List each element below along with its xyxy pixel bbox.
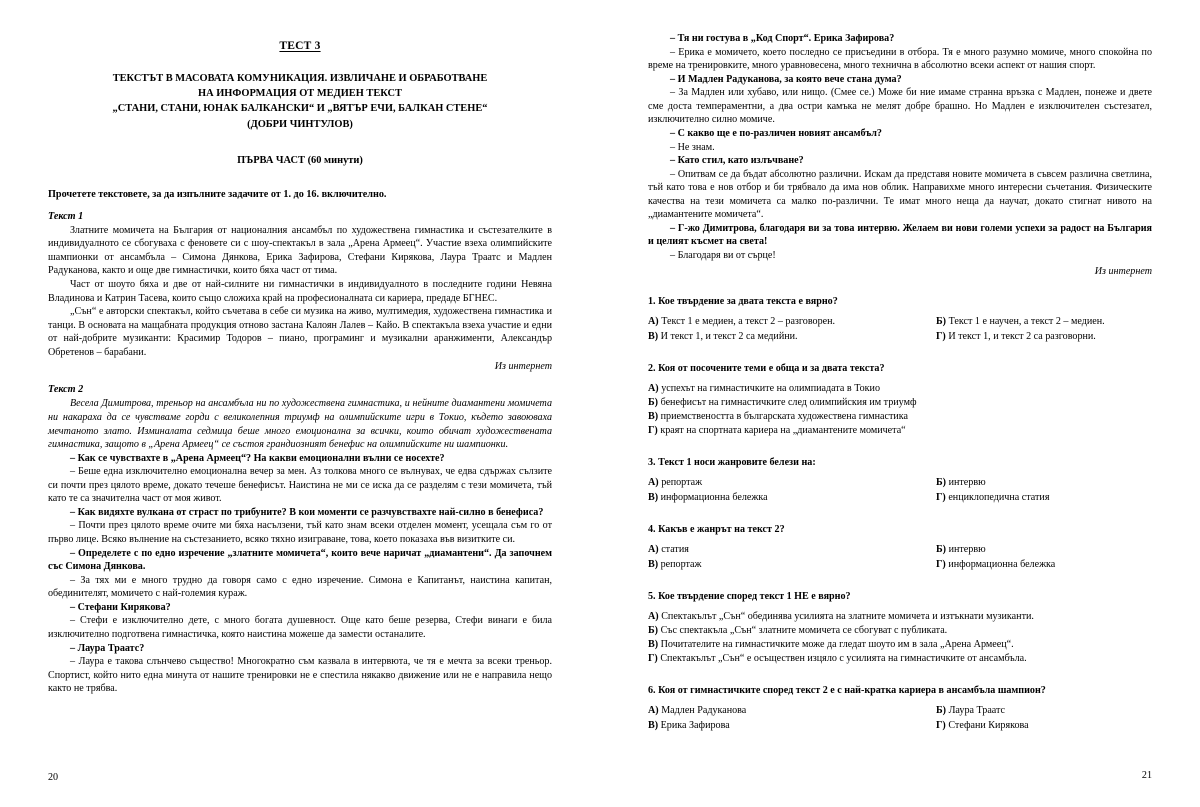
document-title-line-1: ТЕКСТЪТ В МАСОВАТА КОМУНИКАЦИЯ. ИЗВЛИЧАНЕ И ОБРАБОТВАНЕ <box>112 73 488 84</box>
option-b[interactable] <box>648 624 1152 638</box>
option-a[interactable] <box>648 382 1152 396</box>
question-item <box>648 456 1152 505</box>
option-letter: Г) <box>648 424 658 436</box>
option-text: интервю <box>948 477 986 489</box>
options-group <box>648 315 1152 344</box>
interview-answer: – Беше една изключително емоционална вечер за мен. Аз толкова много се вълнувах, че едва сдържах сълзите си почти през цялото време, докато течеше бенефисът. Наистина не ми се иска да се разделям с тези момичета, тъй като те са значителна част от моя живот. <box>48 466 552 505</box>
option-b[interactable] <box>936 315 1152 329</box>
option-letter: А) <box>648 316 659 328</box>
part-heading: ПЪРВА ЧАСТ (60 минути) <box>237 154 363 166</box>
option-text: Лаура Траатс <box>948 705 1006 717</box>
option-text: Спектакълът „Сън“ е осъществен изцяло с усилията на гимнастичките от ансамбъла. <box>660 652 1027 664</box>
question-stem: 4. Какъв е жанрът на текст 2? <box>648 523 785 535</box>
option-letter: Г) <box>648 652 658 664</box>
document-title-line-3: „СТАНИ, СТАНИ, ЮНАК БАЛКАНСКИ“ И „ВЯТЪР ЕЧИ, БАЛКАН СТЕНЕ“ <box>112 103 488 115</box>
question-item <box>648 523 1152 572</box>
interview-question: – Определете с по едно изречение „златните момичета“, които вече наричат „диамантени“. Да започнем със Симона Дянкова. <box>48 547 552 573</box>
option-letter: Г) <box>936 330 946 342</box>
question-item <box>648 684 1152 733</box>
option-text: краят на спортната кариера на „диамантените момичета“ <box>660 424 906 436</box>
options-group <box>648 704 1152 733</box>
interview-question: – С какво ще е по-различен новият ансамбъл? <box>670 127 882 139</box>
option-a[interactable] <box>648 476 936 490</box>
interview-answer: – За Мадлен или хубаво, или нищо. (Смее се.) Може би ние имаме странна връзка с Мадлен, понеже и двете сме доста темпераментни, а два остри камъка не мелят добре брашно. Но Мадлен е изключителен състезател, изключително силно момиче. <box>648 87 1152 126</box>
interview-answer: – За тях ми е много трудно да говоря само с едно изречение. Симона е Капитанът, наистина капитан, обединителят, момичето с най-големия кураж. <box>48 574 552 600</box>
option-letter: А) <box>648 544 659 556</box>
option-text: Стефани Кирякова <box>948 720 1029 732</box>
option-text: интервю <box>948 544 986 556</box>
option-text: Почитателите на гимнастичките може да гледат шоуто им в зала „Арена Армеец“. <box>660 639 1014 651</box>
option-a[interactable] <box>648 704 936 718</box>
question-stem: 3. Текст 1 носи жанровите белези на: <box>648 456 816 468</box>
interview-question: – И Мадлен Радуканова, за която вече стана дума? <box>670 73 902 85</box>
option-text: И текст 1, и текст 2 са медийни. <box>660 330 798 342</box>
option-letter: А) <box>648 705 659 717</box>
option-a[interactable] <box>648 610 1152 624</box>
option-text: Текст 1 е медиен, а текст 2 – разговорен. <box>661 316 836 328</box>
option-text: енциклопедична статия <box>948 491 1050 503</box>
question-item <box>648 590 1152 666</box>
option-letter: Г) <box>936 491 946 503</box>
text2-intro: Весела Димитрова, треньор на ансамбъла ни по художествена гимнастика, и нейните диамантени момичета ни накараха да се чувстваме горди с великолепния триумф на олимпийските игри в Токио, където завоюваха мечтаното злато. Изминалата седмица беше много емоционална за всички, които обичат художествената гимнастика, защото в „Арена Армеец“ се състоя грандиозният бенефис на олимпийските ни шампионки. <box>48 398 552 451</box>
question-item <box>648 362 1152 438</box>
text1-paragraph: Част от шоуто бяха и две от най-силните ни гимнастички в индивидуалното в последните години Невяна Владинова и Катрин Тасева, които също сложиха край на професионалната си кариера, предаде БГНЕС. <box>48 279 552 304</box>
question-item <box>648 295 1152 344</box>
option-letter: В) <box>648 720 659 732</box>
question-stem: 5. Кое твърдение според текст 1 НЕ е вярно? <box>648 590 851 602</box>
option-g[interactable] <box>936 558 1152 572</box>
option-text: Ерика Зафирова <box>660 720 730 732</box>
option-g[interactable] <box>936 330 1152 344</box>
option-letter: Б) <box>648 397 659 409</box>
option-letter: В) <box>648 410 659 422</box>
interview-question: – Г-жо Димитрова, благодаря ви за това интервю. Желаем ви нови големи успехи за радост на България и целият късмет на света! <box>648 222 1152 248</box>
option-letter: Б) <box>936 705 947 717</box>
option-g[interactable] <box>936 491 1152 505</box>
test-number-text: ТЕСТ 3 <box>279 40 321 52</box>
option-v[interactable] <box>648 558 936 572</box>
document-title <box>48 71 552 132</box>
option-letter: А) <box>648 383 659 395</box>
interview-answer: – Лаура е такова слънчево същество! Многократно съм казвала в интервюта, че тя е мечта за всеки треньор. Спортист, който нито една минута от нашите тренировки не е спестила някакво движение или не е направила нещо както не трябва. <box>48 656 552 695</box>
option-text: приемствеността в българската художествена гимнастика <box>660 410 909 422</box>
option-letter: В) <box>648 639 659 651</box>
question-stem: 6. Коя от гимнастичките според текст 2 е с най-кратка кариера в ансамбъла шампион? <box>648 684 1046 696</box>
interview-question: – Стефани Кирякова? <box>70 601 171 613</box>
interview-question: – Как видяхте вулкана от страст по трибуните? В кои моменти се разчувствахте най-силно в бенефиса? <box>70 506 544 518</box>
option-letter: Г) <box>936 559 946 571</box>
option-letter: Б) <box>648 625 659 637</box>
interview-question: – Лаура Траатс? <box>70 642 145 654</box>
option-letter: В) <box>648 559 659 571</box>
option-text: статия <box>661 544 689 556</box>
interview-answer: – Не знам. <box>670 141 715 153</box>
page-number-left: 20 <box>48 772 59 783</box>
option-text: Със спектакъла „Сън“ златните момичета се сбогуват с публиката. <box>660 625 948 637</box>
option-text: Спектакълът „Сън“ обединява усилията на златните момичета и изтъкнати музиканти. <box>661 611 1034 623</box>
test-number-heading <box>48 40 552 52</box>
option-letter: Б) <box>936 544 947 556</box>
option-text: репортаж <box>661 477 703 489</box>
option-text: Текст 1 е научен, а текст 2 – медиен. <box>948 316 1105 328</box>
option-letter: Б) <box>936 477 947 489</box>
option-b[interactable] <box>936 476 1152 490</box>
option-b[interactable] <box>648 396 1152 410</box>
option-a[interactable] <box>648 543 936 557</box>
option-v[interactable] <box>648 638 1152 652</box>
interview-answer: – Стефи е изключително дете, с много богата душевност. Още като беше резерва, Стефи винаги е била изключително подготвена гимнастичка, която наистина можеше да замести останалите. <box>48 615 552 640</box>
options-group <box>648 543 1152 572</box>
option-v[interactable] <box>648 719 936 733</box>
option-g[interactable] <box>648 424 1152 438</box>
text2-source: Из интернет <box>1094 265 1152 277</box>
text1-source: Из интернет <box>494 361 552 373</box>
instruction-text: Прочетете текстовете, за да изпълните задачите от 1. до 16. включително. <box>48 188 387 200</box>
option-g[interactable] <box>936 719 1152 733</box>
interview-answer: – Почти през цялото време очите ми бяха насълзени, тъй като знам всеки отделен момент, усещала съм го от първо лице. Всяко вълнение на състезанието, всяко тяхно изиграване, това, което показаха във визитките си. <box>48 520 552 545</box>
interview-question: – Тя ни гостува в „Код Спорт“. Ерика Зафирова? <box>670 33 895 44</box>
interview-answer: – Опитвам се да бъдат абсолютно различни. Искам да представя новите момичета в съвсем различна светлина, тъй като това е нов отбор и би трябвало да има нов облик. Направихме много интересни съчетания. Физическите качества на тези момичета са малко по-различни. Те имат много неща да научат, докато стигнат нивото на „диамантените момичета“. <box>648 168 1152 221</box>
option-text: Мадлен Радуканова <box>661 705 747 717</box>
options-group <box>648 610 1152 665</box>
question-stem: 2. Коя от посочените теми е обща и за двата текста? <box>648 362 885 374</box>
interview-answer: – Ерика е момичето, което последно се присъедини в отбора. Тя е много разумно момиче, много спокойна по време на тренировките, много уравновесена, много технична в абсолютно всеки аспект от нашия спорт. <box>648 46 1152 72</box>
option-b[interactable] <box>936 704 1152 718</box>
option-letter: В) <box>648 491 659 503</box>
option-v[interactable] <box>648 410 1152 424</box>
document-title-line-2: НА ИНФОРМАЦИЯ ОТ МЕДИЕН ТЕКСТ <box>198 88 402 100</box>
option-a[interactable] <box>648 315 936 329</box>
page-number-right: 21 <box>1141 770 1152 781</box>
option-g[interactable] <box>648 652 1152 666</box>
option-text: успехът на гимнастичките на олимпиадата в Токио <box>661 383 881 395</box>
option-text: информационна бележка <box>948 559 1056 571</box>
option-b[interactable] <box>936 543 1152 557</box>
question-stem: 1. Кое твърдение за двата текста е вярно? <box>648 295 838 307</box>
interview-question: – Как се чувствахте в „Арена Армеец“? На какви емоционални вълни се носехте? <box>70 452 445 464</box>
text2-label: Текст 2 <box>48 384 84 396</box>
right-column <box>600 0 1200 807</box>
option-text: информационна бележка <box>660 491 768 503</box>
option-v[interactable] <box>648 330 936 344</box>
option-letter: В) <box>648 330 659 342</box>
text1-label: Текст 1 <box>48 210 84 222</box>
option-text: бенефисът на гимнастичките след олимпийския им триумф <box>660 397 917 409</box>
option-text: репортаж <box>660 559 702 571</box>
options-group <box>648 382 1152 437</box>
option-letter: Г) <box>936 720 946 732</box>
interview-question: – Като стил, като излъчване? <box>670 155 804 167</box>
option-letter: Б) <box>936 316 947 328</box>
option-text: И текст 1, и текст 2 са разговорни. <box>948 330 1096 342</box>
options-group <box>648 476 1152 505</box>
option-v[interactable] <box>648 491 936 505</box>
option-letter: А) <box>648 611 659 623</box>
document-title-line-4: (ДОБРИ ЧИНТУЛОВ) <box>247 118 353 130</box>
interview-answer: – Благодаря ви от сърце! <box>670 250 776 261</box>
option-letter: А) <box>648 477 659 489</box>
text1-paragraph: Златните момичета на България от националния ансамбъл по художествена гимнастика и състезателките в индивидуалното се сбогуваха с феновете си с шоу-спектакъл в зала „Арена Армеец“. Участие взеха олимпийските шампионки от ансамбъла – Симона Дянкова, Ерика Зафирова, Стефани Кирякова, Лаура Траатс и Мадлен Радуканова, както и още две гимнастички, които бяха част от тима. <box>48 224 552 277</box>
text1-paragraph: „Сън“ е авторски спектакъл, който съчетава в себе си музика на живо, мултимедия, художествена гимнастика и танци. В основата на мащабната продукция отново застана Калоян Лалев – Кайо. В спектакъла взеха участие и едни от най-добрите музиканти: Красимир Тодоров – пиано, програминг и музикални аранжименти, Александър Обретенов – барабани. <box>48 306 552 358</box>
